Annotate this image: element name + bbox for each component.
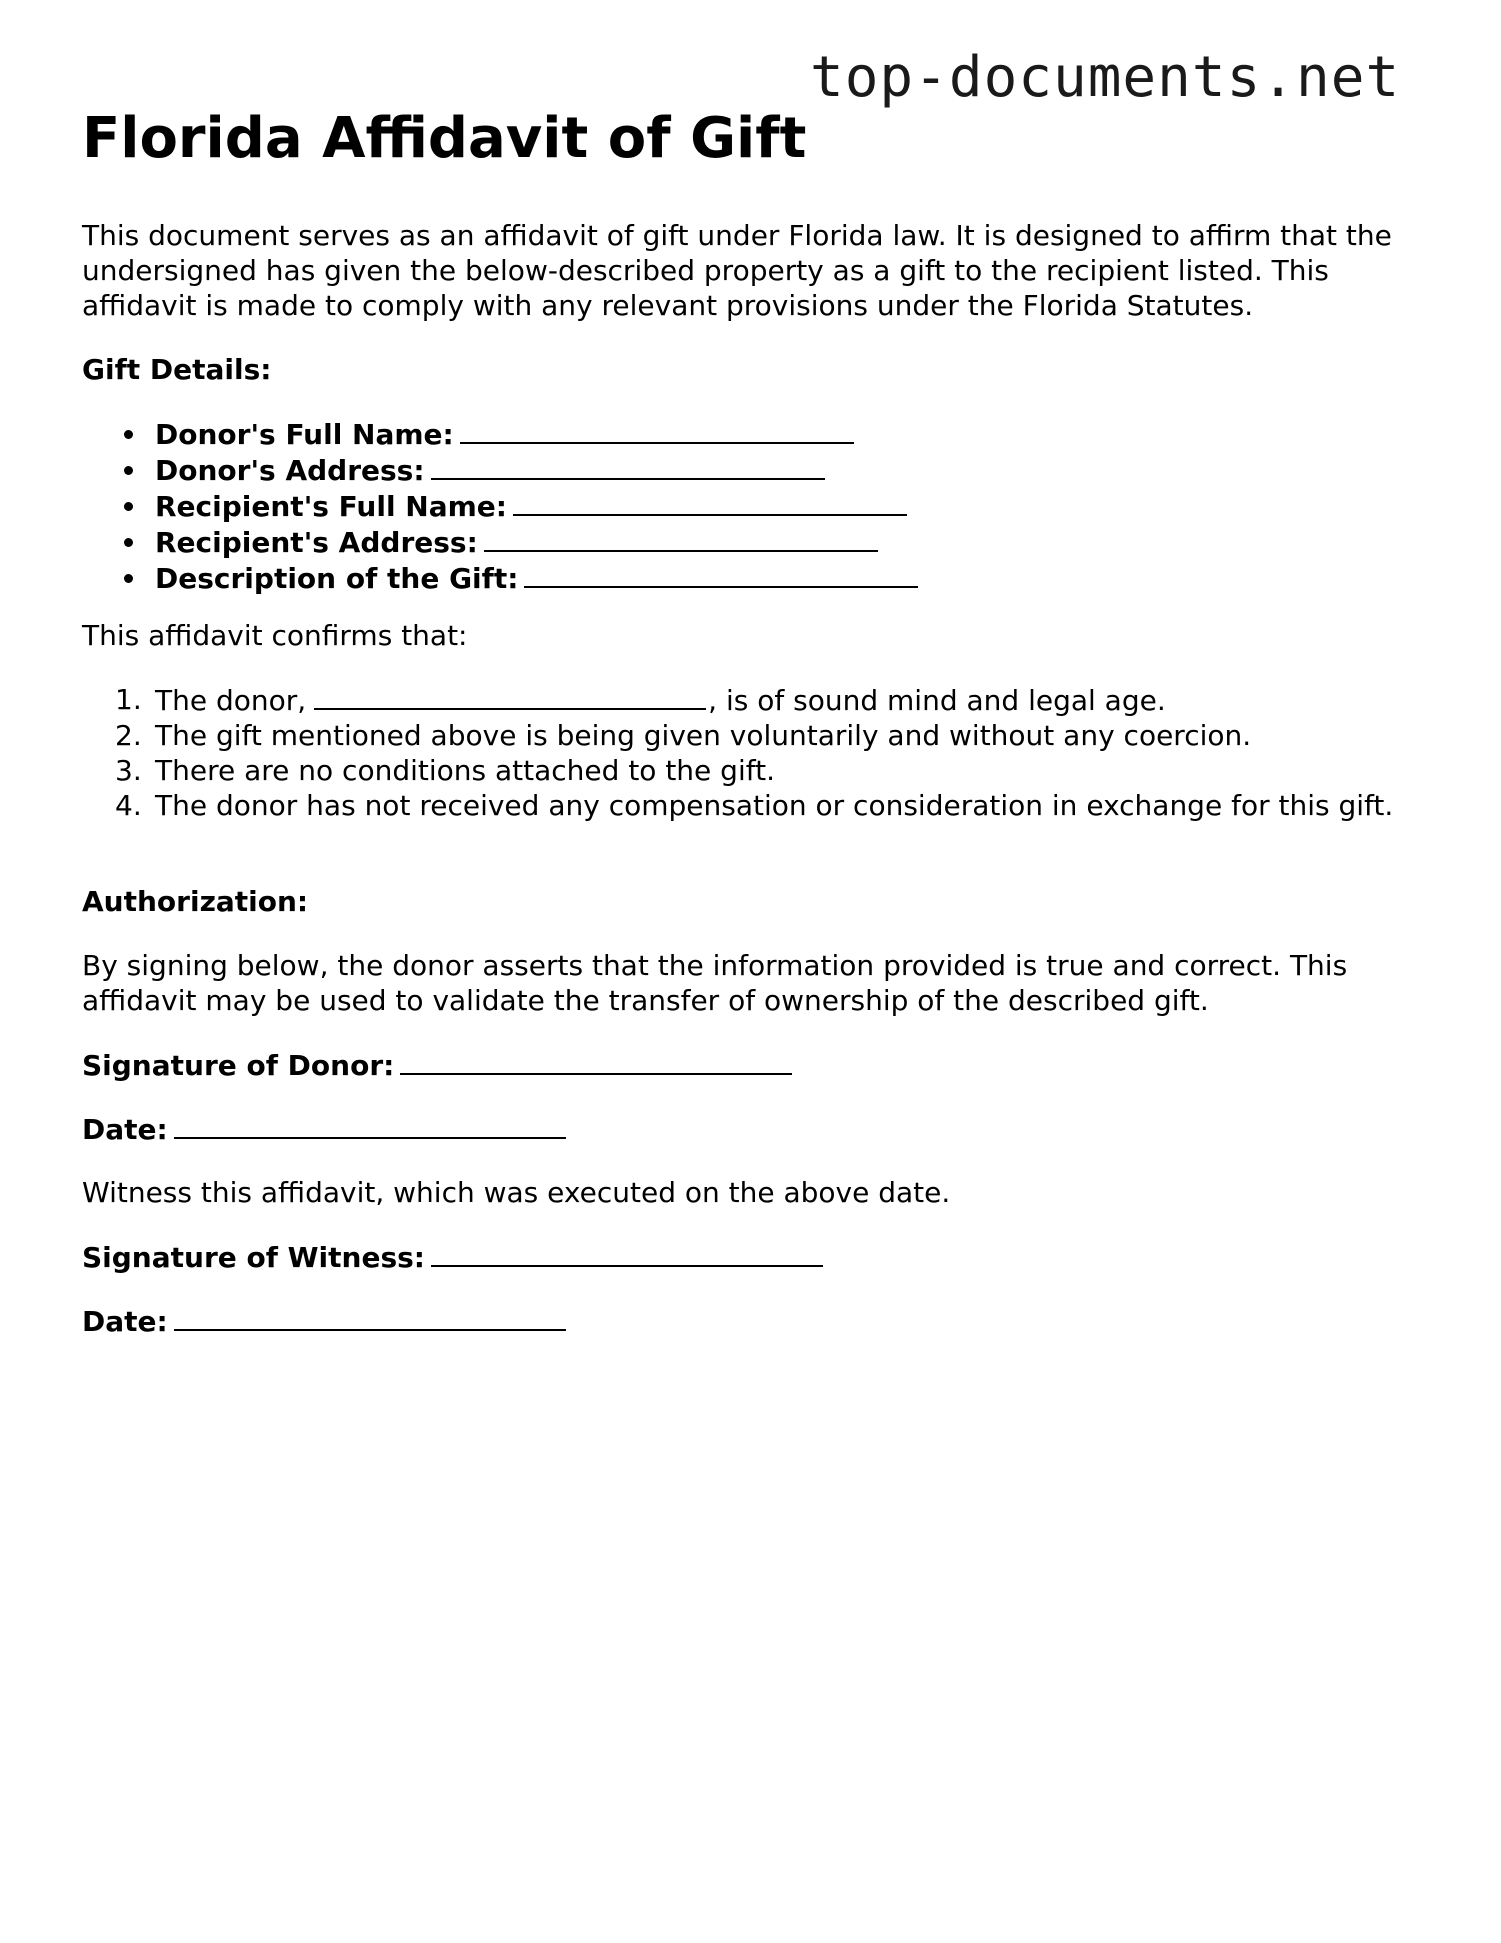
- condition-text-before: The donor,: [155, 684, 307, 717]
- list-item: [155, 416, 918, 452]
- date-field[interactable]: [174, 1111, 566, 1139]
- donor-name-field[interactable]: [460, 416, 854, 444]
- date-label: Date:: [82, 1305, 168, 1338]
- condition-text: There are no conditions attached to the gift.: [155, 754, 775, 787]
- condition-text: The donor has not received any compensation or consideration in exchange for this gift.: [155, 789, 1394, 822]
- gift-details-list: [82, 416, 918, 596]
- donor-name-inline-field[interactable]: [314, 682, 706, 710]
- authorization-text: By signing below, the donor asserts that the information provided is true and correct. This affidavit may be used to validate the transfer of ownership of the described gift.: [82, 949, 1348, 1017]
- donor-signature-field[interactable]: [400, 1047, 792, 1075]
- donor-address-field[interactable]: [431, 452, 825, 480]
- donor-signature-label: Signature of Donor:: [82, 1049, 395, 1082]
- list-item: [115, 682, 1422, 718]
- conditions-list: [82, 682, 1422, 823]
- witness-signature-label: Signature of Witness:: [82, 1241, 425, 1274]
- watermark: top-documents.net: [810, 45, 1401, 110]
- list-item: [115, 753, 1422, 788]
- date-line: [82, 1111, 566, 1147]
- witness-signature-field[interactable]: [431, 1239, 823, 1267]
- donor-name-label: Donor's Full Name:: [155, 418, 454, 451]
- recipient-name-field[interactable]: [513, 488, 907, 516]
- date-field[interactable]: [174, 1303, 566, 1331]
- list-item: [115, 718, 1422, 753]
- item-number: 3.: [115, 754, 142, 787]
- recipient-address-field[interactable]: [484, 524, 878, 552]
- list-item: [155, 488, 918, 524]
- gift-description-field[interactable]: [524, 560, 918, 588]
- date-line: [82, 1303, 566, 1339]
- gift-details-heading: Gift Details:: [82, 353, 272, 386]
- list-item: [155, 524, 918, 560]
- list-item: [155, 452, 918, 488]
- confirms-lead: This affidavit confirms that:: [82, 619, 468, 652]
- item-number: 2.: [115, 719, 142, 752]
- condition-text: The gift mentioned above is being given voluntarily and without any coercion.: [155, 719, 1252, 752]
- condition-text-after: , is of sound mind and legal age.: [708, 684, 1166, 717]
- gift-description-label: Description of the Gift:: [155, 562, 519, 595]
- document-title: Florida Affidavit of Gift: [82, 106, 807, 171]
- intro-paragraph: This document serves as an affidavit of gift under Florida law. It is designed to affirm that the undersigned has given the below-described property as a gift to the recipient listed. This affidavit is made to comply with any relevant provisions under the Florida Statutes.: [82, 219, 1392, 322]
- witness-statement: Witness this affidavit, which was executed on the above date.: [82, 1176, 951, 1209]
- item-number: 1.: [115, 683, 142, 716]
- recipient-name-label: Recipient's Full Name:: [155, 490, 507, 523]
- donor-address-label: Donor's Address:: [155, 454, 425, 487]
- list-item: [115, 788, 1422, 823]
- list-item: [155, 560, 918, 596]
- witness-signature-line: [82, 1239, 823, 1275]
- item-number: 4.: [115, 789, 142, 822]
- donor-signature-line: [82, 1047, 792, 1083]
- authorization-heading: Authorization:: [82, 885, 309, 918]
- date-label: Date:: [82, 1113, 168, 1146]
- recipient-address-label: Recipient's Address:: [155, 526, 478, 559]
